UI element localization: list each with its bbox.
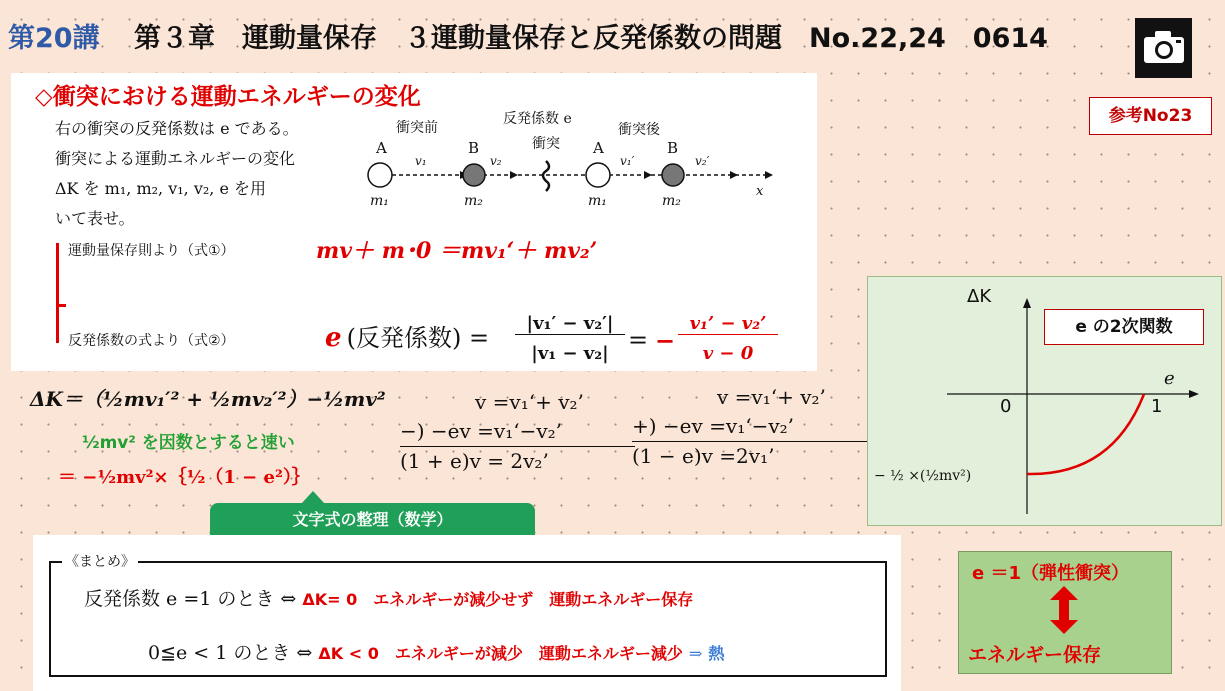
- velocity-v1-after: v₁′: [620, 154, 635, 168]
- factor-result: ＝ −½mv²×｛½（1 − e²）｝: [58, 467, 310, 488]
- graph-tick-1: 1: [1151, 396, 1163, 417]
- lecture-number: 第20講: [8, 23, 100, 54]
- collision-diagram: [360, 105, 780, 215]
- left-eq-3: (1 + e)v = 2v₂’: [400, 449, 549, 473]
- restitution-denominator: v − 0: [702, 343, 754, 364]
- summary-label: 《まとめ》: [62, 551, 138, 571]
- graph-x-label: e: [1164, 368, 1175, 389]
- problem-line: いて表せ。: [55, 209, 135, 228]
- restitution-numerator: v₁’ − v₂’: [678, 313, 778, 335]
- coef-label: 反発係数 e: [503, 111, 572, 127]
- problem-line: 衝突による運動エネルギーの変化: [55, 149, 296, 168]
- mass-m2: m₂: [464, 193, 483, 209]
- page-title: 第３章 運動量保存 ３運動量保存と反発係数の問題 No.22,24 0614: [134, 23, 1048, 54]
- velocity-v2-after: v₂′: [695, 154, 710, 168]
- ball-a-after: [586, 163, 610, 187]
- callout-line-1: 文字式の整理（数学）: [292, 510, 453, 529]
- elimination-right: [632, 383, 880, 471]
- abs-denominator: |v₁ − v₂|: [531, 343, 609, 364]
- ball-b: [463, 164, 485, 186]
- mass-m1: m₁: [370, 193, 389, 209]
- summary-row2-arrow: ⇒: [688, 644, 703, 663]
- delta-k-equation: ΔK＝（½mv₁′² + ½mv₂′²）−½mv²: [30, 387, 386, 411]
- summary-row1-result: ΔK= 0 エネルギーが減少せず 運動エネルギー保存: [302, 590, 694, 609]
- right-eq-1: v =v₁‘+ v₂’: [717, 385, 826, 409]
- left-eq-2: −) −ev =v₁‘−v₂’: [400, 417, 635, 447]
- summary-row-elastic: [84, 584, 693, 611]
- right-eq-3: (1 − e)v =2v₁’: [632, 444, 775, 468]
- restitution-e: e: [325, 323, 342, 353]
- before-label: 衝突前: [396, 120, 438, 136]
- summary-row1-condition: 反発係数 e =1 のとき ⇔: [84, 588, 297, 610]
- graph-tick-0: 0: [1000, 396, 1012, 417]
- elastic-title: e ＝1（弾性衝突）: [972, 563, 1129, 584]
- camera-icon[interactable]: [1135, 18, 1192, 78]
- arrow-v2-after: [730, 171, 738, 179]
- bracket-tick: [56, 304, 66, 307]
- abs-numerator: |v₁′ − v₂′|: [515, 313, 625, 335]
- axis-x: x: [756, 184, 764, 199]
- momentum-equation: mv＋ m･0 ＝mv₁‘＋ mv₂’: [316, 238, 598, 264]
- elimination-left: [400, 388, 635, 476]
- problem-line: 右の衝突の反発係数は e である。: [55, 119, 299, 138]
- ball-a-label: A: [376, 139, 387, 157]
- ball-b-after-label: B: [667, 139, 679, 157]
- problem-text: [55, 114, 299, 234]
- velocity-v1: v₁: [415, 154, 427, 168]
- momentum-label: 運動量保存則より（式①）: [68, 243, 235, 259]
- elastic-result: エネルギー保存: [968, 644, 1102, 666]
- mass-m2-after: m₂: [662, 193, 681, 209]
- velocity-v2: v₂: [490, 154, 502, 168]
- summary-row2-result: ΔK < 0 エネルギーが減少 運動エネルギー減少: [318, 644, 683, 663]
- double-arrow-icon: [1050, 586, 1078, 634]
- factor-hint: ½mv² を因数とすると速い: [82, 433, 295, 453]
- mass-m1-after: m₁: [588, 193, 607, 209]
- right-eq-2: +) −ev =v₁‘−v₂’: [632, 412, 880, 442]
- ball-b-after: [662, 164, 684, 186]
- ball-a: [368, 163, 392, 187]
- graph-intercept-label: − ½ ×(½mv²): [874, 468, 972, 484]
- after-label: 衝突後: [618, 122, 660, 138]
- problem-line: ΔK を m₁, m₂, v₁, v₂, e を用: [55, 179, 267, 198]
- restitution-equals: =: [628, 326, 649, 354]
- problem-title: ◇衝突における運動エネルギーの変化: [35, 84, 421, 110]
- arrow-v2: [510, 171, 518, 179]
- restitution-lhs: (反発係数) =: [346, 324, 490, 352]
- collision-label: 衝突: [532, 136, 560, 152]
- reference-label: 参考No23: [1089, 97, 1212, 135]
- y-axis-arrow: [1023, 298, 1031, 308]
- summary-row2-condition: 0≦e < 1 のとき ⇔: [148, 642, 313, 664]
- graph-y-label: ΔK: [967, 286, 992, 307]
- restitution-minus: −: [655, 326, 676, 355]
- ball-b-label: B: [468, 139, 480, 157]
- restitution-equation: [325, 318, 489, 353]
- summary-row2-heat: 熱: [708, 644, 725, 663]
- left-eq-1: v =v₁‘+ v₂’: [475, 390, 584, 414]
- graph-legend: e の2次関数: [1044, 309, 1204, 345]
- restitution-label: 反発係数の式より（式②）: [68, 333, 235, 349]
- arrow-v1-after: [644, 171, 652, 179]
- quadratic-curve: [1027, 394, 1144, 474]
- summary-row-inelastic: [148, 638, 724, 665]
- axis-arrowhead: [765, 171, 773, 179]
- collision-squiggle: [543, 161, 549, 191]
- ball-a-after-label: A: [593, 139, 604, 157]
- x-axis-arrow: [1189, 390, 1199, 398]
